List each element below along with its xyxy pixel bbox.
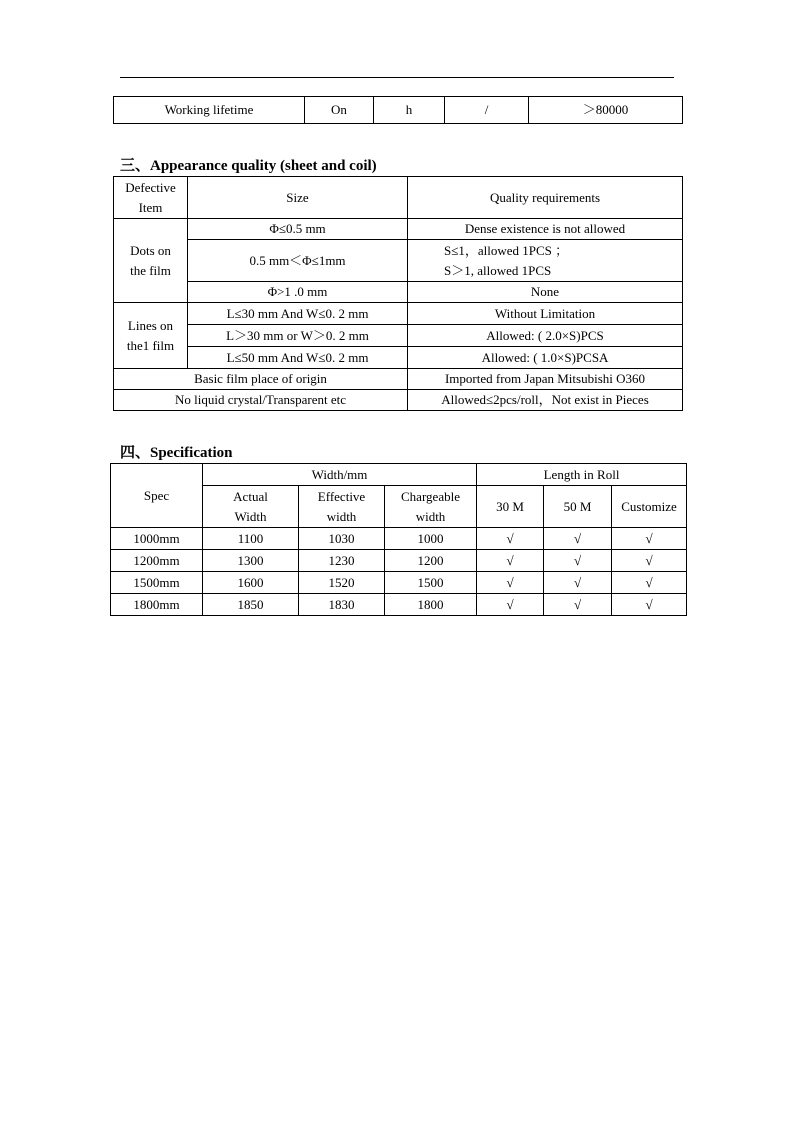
lines-label xyxy=(114,303,188,369)
header-quality: Quality requirements xyxy=(408,177,683,219)
table-row xyxy=(114,97,683,124)
lifetime-label: Working lifetime xyxy=(114,97,305,124)
appearance-table xyxy=(113,176,683,411)
lines-label-line2: the1 film xyxy=(126,337,175,353)
dots-quality xyxy=(408,240,683,282)
check-customize: √ xyxy=(612,528,687,550)
dots-label xyxy=(114,219,188,303)
table-row xyxy=(114,325,683,347)
appearance-heading: 三、Appearance quality (sheet and coil) xyxy=(120,158,377,174)
header-actual-line2: Width xyxy=(234,508,267,524)
chargeable-width-cell: 1500 xyxy=(385,572,477,594)
spec-cell: 1800mm xyxy=(111,594,203,616)
liquid-value: Allowed≤2pcs/roll，Not exist in Pieces xyxy=(408,390,683,411)
dots-quality-line1: S≤1，allowed 1PCS ； xyxy=(444,242,569,258)
table-row xyxy=(114,303,683,325)
table-row xyxy=(111,528,687,550)
header-length-group: Length in Roll xyxy=(477,464,687,486)
header-actual-width xyxy=(203,486,299,528)
table-row xyxy=(114,282,683,303)
table-row xyxy=(114,219,683,240)
check-30m: √ xyxy=(477,572,544,594)
liquid-label: No liquid crystal/Transparent etc xyxy=(114,390,408,411)
header-defective-item xyxy=(114,177,188,219)
lifetime-value: ＞80000 xyxy=(529,97,683,124)
lines-size: L≤50 mm And W≤0. 2 mm xyxy=(188,347,408,369)
chargeable-width-cell: 1800 xyxy=(385,594,477,616)
header-50m: 50 M xyxy=(544,486,612,528)
table-row xyxy=(111,594,687,616)
dots-size: Φ≤0.5 mm xyxy=(188,219,408,240)
lifetime-unit: h xyxy=(374,97,445,124)
lines-size: L≤30 mm And W≤0. 2 mm xyxy=(188,303,408,325)
lines-size: L＞30 mm or W＞0. 2 mm xyxy=(188,325,408,347)
spec-cell: 1000mm xyxy=(111,528,203,550)
table-row xyxy=(111,572,687,594)
specification-table xyxy=(110,463,687,616)
actual-width-cell: 1850 xyxy=(203,594,299,616)
check-30m: √ xyxy=(477,550,544,572)
dots-label-line1: Dots on xyxy=(130,242,171,258)
table-row xyxy=(114,369,683,390)
header-item-line1: Defective xyxy=(125,179,176,195)
dots-quality: Dense existence is not allowed xyxy=(408,219,683,240)
check-30m: √ xyxy=(477,594,544,616)
lines-quality: Without Limitation xyxy=(408,303,683,325)
header-chargeable-width xyxy=(385,486,477,528)
spec-cell: 1500mm xyxy=(111,572,203,594)
header-actual-line1: Actual xyxy=(233,488,268,504)
effective-width-cell: 1520 xyxy=(299,572,385,594)
effective-width-cell: 1830 xyxy=(299,594,385,616)
check-customize: √ xyxy=(612,572,687,594)
table-row xyxy=(114,177,683,219)
table-row xyxy=(111,550,687,572)
lines-quality: Allowed: ( 1.0×S)PCSA xyxy=(408,347,683,369)
header-chargeable-line2: width xyxy=(415,508,446,524)
actual-width-cell: 1300 xyxy=(203,550,299,572)
lines-label-line1: Lines on xyxy=(127,317,174,333)
header-customize: Customize xyxy=(612,486,687,528)
actual-width-cell: 1100 xyxy=(203,528,299,550)
origin-label: Basic film place of origin xyxy=(114,369,408,390)
origin-value: Imported from Japan Mitsubishi O360 xyxy=(408,369,683,390)
spec-cell: 1200mm xyxy=(111,550,203,572)
table-row xyxy=(114,240,683,282)
dots-quality: None xyxy=(408,282,683,303)
header-spec: Spec xyxy=(111,464,203,528)
actual-width-cell: 1600 xyxy=(203,572,299,594)
table-row xyxy=(114,390,683,411)
header-30m: 30 M xyxy=(477,486,544,528)
effective-width-cell: 1030 xyxy=(299,528,385,550)
effective-width-cell: 1230 xyxy=(299,550,385,572)
specification-heading: 四、Specification xyxy=(120,445,233,461)
chargeable-width-cell: 1200 xyxy=(385,550,477,572)
dots-size: Φ>1 .0 mm xyxy=(188,282,408,303)
header-effective-width xyxy=(299,486,385,528)
dots-quality-line2: S＞1, allowed 1PCS xyxy=(444,262,552,278)
lifetime-table xyxy=(113,96,683,124)
check-50m: √ xyxy=(544,572,612,594)
lifetime-min: / xyxy=(445,97,529,124)
check-50m: √ xyxy=(544,594,612,616)
header-rule xyxy=(120,77,674,78)
check-50m: √ xyxy=(544,550,612,572)
dots-size: 0.5 mm＜Φ≤1mm xyxy=(188,240,408,282)
dots-label-line2: the film xyxy=(130,262,171,278)
lines-quality: Allowed: ( 2.0×S)PCS xyxy=(408,325,683,347)
table-row xyxy=(111,464,687,486)
header-size: Size xyxy=(188,177,408,219)
header-chargeable-line1: Chargeable xyxy=(401,488,460,504)
check-50m: √ xyxy=(544,528,612,550)
check-customize: √ xyxy=(612,594,687,616)
header-width-group: Width/mm xyxy=(203,464,477,486)
header-effective-line1: Effective xyxy=(317,488,366,504)
header-item-line2: Item xyxy=(138,199,163,215)
chargeable-width-cell: 1000 xyxy=(385,528,477,550)
lifetime-condition: On xyxy=(305,97,374,124)
check-30m: √ xyxy=(477,528,544,550)
header-effective-line2: width xyxy=(326,508,357,524)
check-customize: √ xyxy=(612,550,687,572)
table-row xyxy=(114,347,683,369)
